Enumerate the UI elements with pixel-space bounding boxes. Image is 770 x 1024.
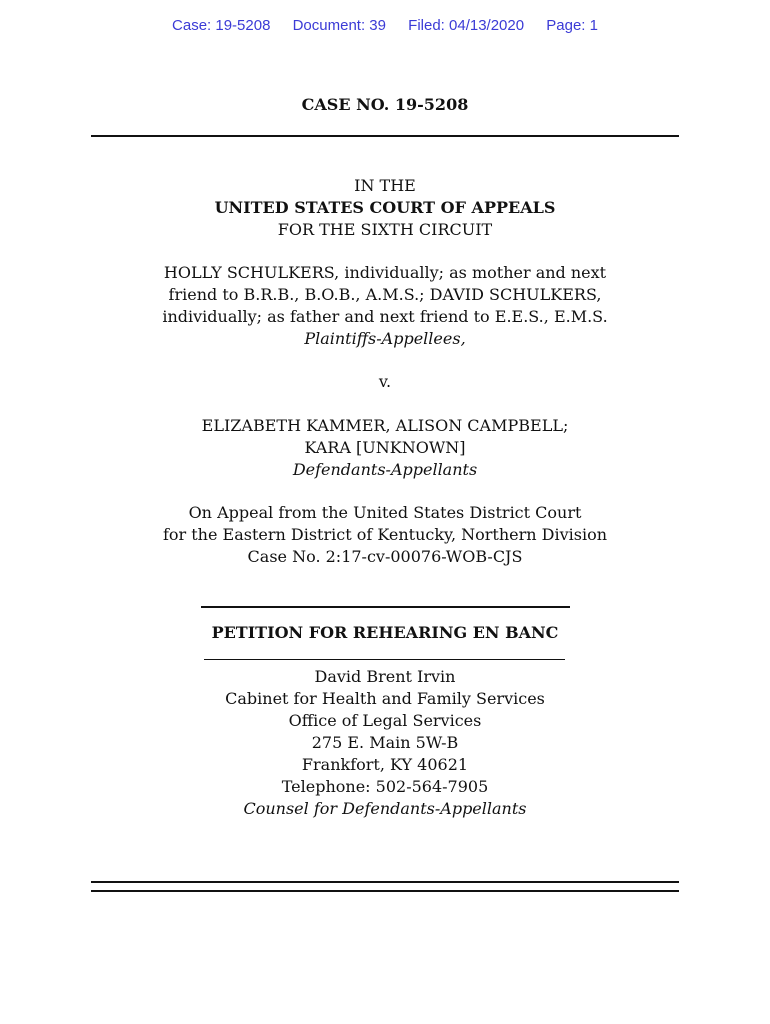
counsel-role: Counsel for Defendants-Appellants <box>243 799 527 818</box>
court-name: UNITED STATES COURT OF APPEALS <box>214 198 556 217</box>
plaintiffs-line-2: friend to B.R.B., B.O.B., A.M.S.; DAVID SCHULKERS, <box>168 285 602 304</box>
plaintiffs-role: Plaintiffs-Appellees, <box>304 329 466 348</box>
counsel-block <box>0 666 770 820</box>
defendants-line-1: ELIZABETH KAMMER, ALISON CAMPBELL; <box>201 416 569 435</box>
defendants-block <box>0 415 770 481</box>
bottom-rule-1 <box>91 881 679 883</box>
court-circuit: FOR THE SIXTH CIRCUIT <box>277 220 493 239</box>
top-rule <box>91 135 679 137</box>
counsel-name: David Brent Irvin <box>314 667 456 686</box>
docket-document: Document: 39 <box>292 17 386 34</box>
docket-case: Case: 19-5208 <box>172 17 271 34</box>
plaintiffs-block <box>0 262 770 350</box>
plaintiffs-line-1: HOLLY SCHULKERS, individually; as mother and next <box>163 263 607 282</box>
case-number: CASE NO. 19-5208 <box>301 95 469 114</box>
docket-page: Page: 1 <box>546 17 598 34</box>
appeal-case-number: Case No. 2:17-cv-00076-WOB-CJS <box>247 547 523 566</box>
defendants-role: Defendants-Appellants <box>292 460 478 479</box>
plaintiffs-line-3: individually; as father and next friend to E.E.S., E.M.S. <box>162 307 608 326</box>
counsel-office: Office of Legal Services <box>288 711 482 730</box>
petition-top-rule <box>201 606 570 608</box>
court-line-1: IN THE <box>354 176 416 195</box>
bottom-rule-2 <box>91 890 679 892</box>
counsel-telephone: Telephone: 502-564-7905 <box>281 777 489 796</box>
counsel-address-2: Frankfort, KY 40621 <box>301 755 469 774</box>
counsel-address-1: 275 E. Main 5W-B <box>311 733 459 752</box>
petition-bottom-rule <box>204 659 565 660</box>
docket-header <box>0 17 770 34</box>
appeal-block <box>0 502 770 568</box>
versus-text: v. <box>378 372 392 391</box>
counsel-agency: Cabinet for Health and Family Services <box>225 689 545 708</box>
petition-title <box>0 622 770 644</box>
defendants-line-2: KARA [UNKNOWN] <box>304 438 466 457</box>
docket-filed: Filed: 04/13/2020 <box>408 17 525 34</box>
court-block <box>0 175 770 241</box>
appeal-line-1: On Appeal from the United States District Court <box>188 503 582 522</box>
petition-title-text: PETITION FOR REHEARING EN BANC <box>211 623 559 642</box>
appeal-line-2: for the Eastern District of Kentucky, Northern Division <box>162 525 608 544</box>
versus <box>0 371 770 393</box>
